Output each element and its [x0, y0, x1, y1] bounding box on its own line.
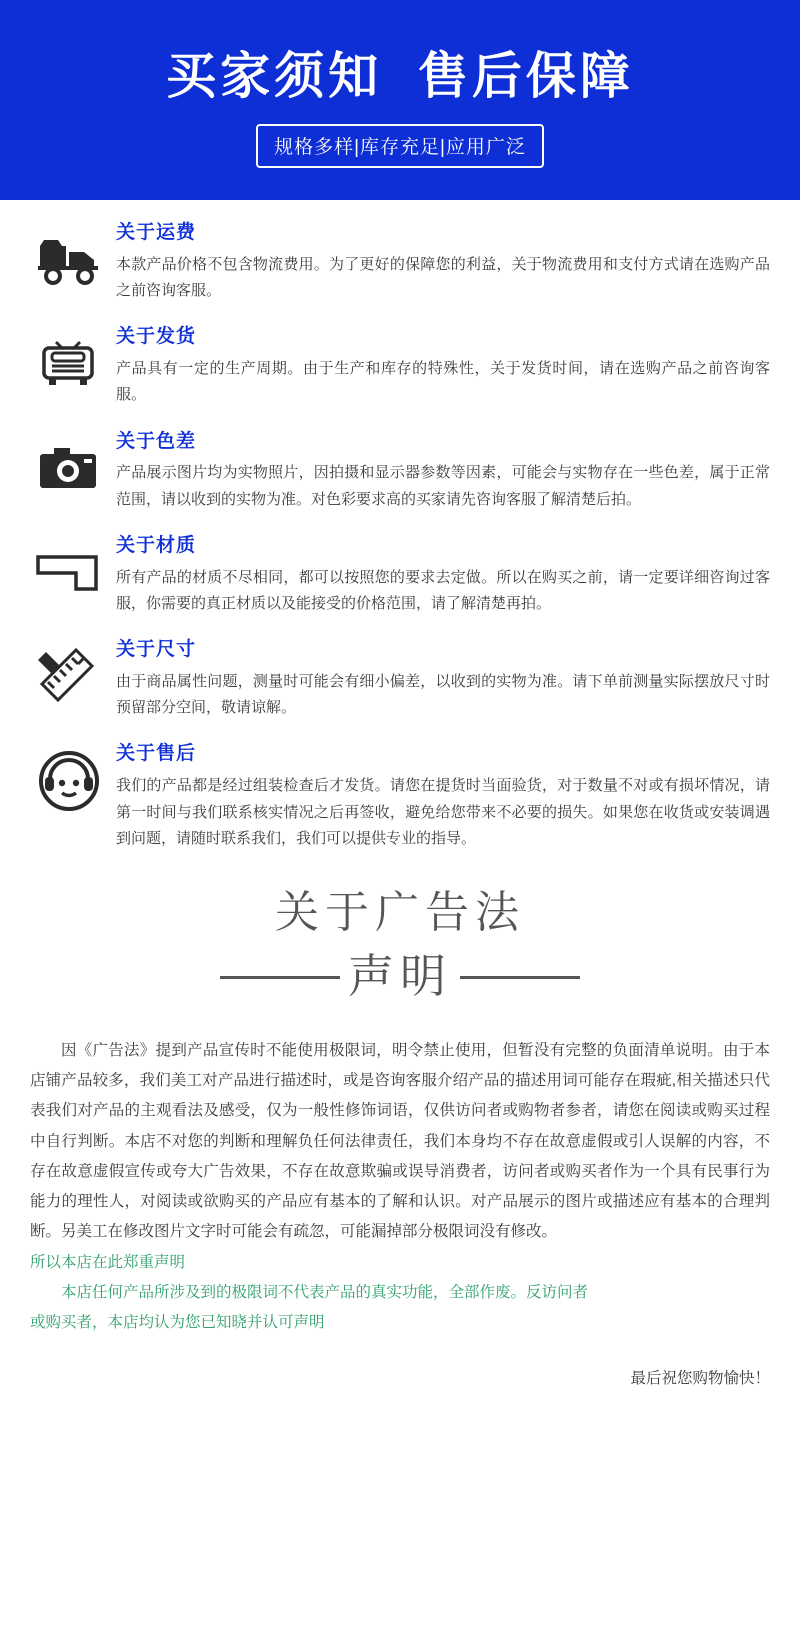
info-title: 关于色差	[116, 430, 197, 452]
info-title: 关于材质	[116, 534, 197, 556]
info-text: 产品展示图片均为实物照片，因拍摄和显示器参数等因素，可能会与实物存在一些色差，属于正常范围，请以收到的实物为准。对色彩要求高的买家请先咨询客服了解清楚后拍。	[116, 464, 770, 508]
info-body	[112, 535, 770, 617]
info-text: 由于商品属性问题，测量时可能会有细小偏差，以收到的实物为准。请下单前测量实际摆放尺寸时预留部分空间，敬请谅解。	[116, 672, 770, 717]
info-text: 产品具有一定的生产周期。由于生产和库存的特殊性，关于发货时间，请在选购产品之前咨询客服。	[116, 360, 770, 404]
banner-title: 买家须知 售后保障	[166, 48, 634, 104]
camera-icon	[30, 431, 112, 503]
statement-title-line2: 声明	[348, 950, 452, 1003]
info-body	[112, 639, 770, 721]
info-body	[112, 222, 770, 304]
info-title: 关于售后	[116, 743, 197, 765]
info-title: 关于运费	[116, 222, 197, 243]
info-text: 我们的产品都是经过组装检查后才发货。请您在提货时当面验货，对于数量不对或有损坏情况，请第一时间与我们联系核实情况之后再签收，避免给您带来不必要的损失。如果您在收货或安装调遇到问题，请随时联系我们，我们可以提供专业的指导。	[116, 777, 770, 847]
shipping-van-icon	[30, 326, 112, 398]
statement-paragraph: 因《广告法》提到产品宣传时不能使用极限词，明令禁止使用，但暂没有完整的负面清单说明。由于本店铺产品较多，我们美工对产品进行描述时，或是咨询客服介绍产品的描述用词可能存在瑕疵,相关描述只代表我们对产品的主观看法及感受，仅为一般性修饰词语，仅供访问者或购物者参者，请您在阅读或购买过程中自行判断。本店不对您的判断和理解负任何法律责任，我们本身均不存在故意虚假或引人误解的内容，不存在故意虚假宣传或夸大广告效果，不存在故意欺骗或误导消费者，访问者或购买者作为一个具有民事行为能力的理性人，对阅读或欲购买的产品应有基本的了解和认识。对产品展示的图片或描述应有基本的合理判断。另美工在修改图片文字时可能会有疏忽，可能漏掉部分极限词没有修改。	[30, 1042, 770, 1241]
ruler-pencil-icon	[30, 639, 112, 711]
info-text: 本款产品价格不包含物流费用。为了更好的保障您的利益，关于物流费用和支付方式请在选购产品之前咨询客服。	[116, 255, 770, 300]
info-row	[30, 535, 770, 617]
info-title: 关于尺寸	[116, 639, 197, 661]
info-title: 关于发货	[116, 326, 197, 348]
info-row	[30, 222, 770, 304]
statement-green-line1: 所以本店在此郑重声明	[30, 1253, 186, 1271]
info-list	[0, 200, 800, 852]
material-angle-icon	[30, 535, 112, 607]
statement-green-line2: 本店任何产品所涉及到的极限词不代表产品的真实功能，全部作废。反访问者	[61, 1283, 589, 1301]
info-row	[30, 639, 770, 721]
info-row	[30, 326, 770, 408]
statement-title-line1: 关于广告法	[275, 888, 525, 938]
delivery-truck-icon	[30, 222, 112, 294]
header-banner	[0, 0, 800, 200]
info-text: 所有产品的材质不尽相同，都可以按照您的要求去定做。所以在购买之前，请一定要详细咨询过客服，你需要的真正材质以及能接受的价格范围，请了解清楚再拍。	[116, 568, 770, 612]
info-body	[112, 326, 770, 408]
info-body	[112, 743, 770, 852]
info-body	[112, 431, 770, 513]
rule-left	[220, 976, 340, 979]
statement-title-line2-wrap	[30, 944, 770, 1010]
info-row	[30, 743, 770, 852]
rule-right	[460, 976, 580, 979]
info-row	[30, 431, 770, 513]
banner-subtitle: 规格多样|库存充足|应用广泛	[256, 124, 544, 168]
ad-law-statement	[0, 876, 800, 1338]
customer-service-icon	[30, 743, 112, 815]
statement-footer: 最后祝您购物愉快！	[630, 1370, 770, 1388]
statement-green-line3: 或购买者，本店均认为您已知晓并认可声明	[30, 1314, 325, 1331]
